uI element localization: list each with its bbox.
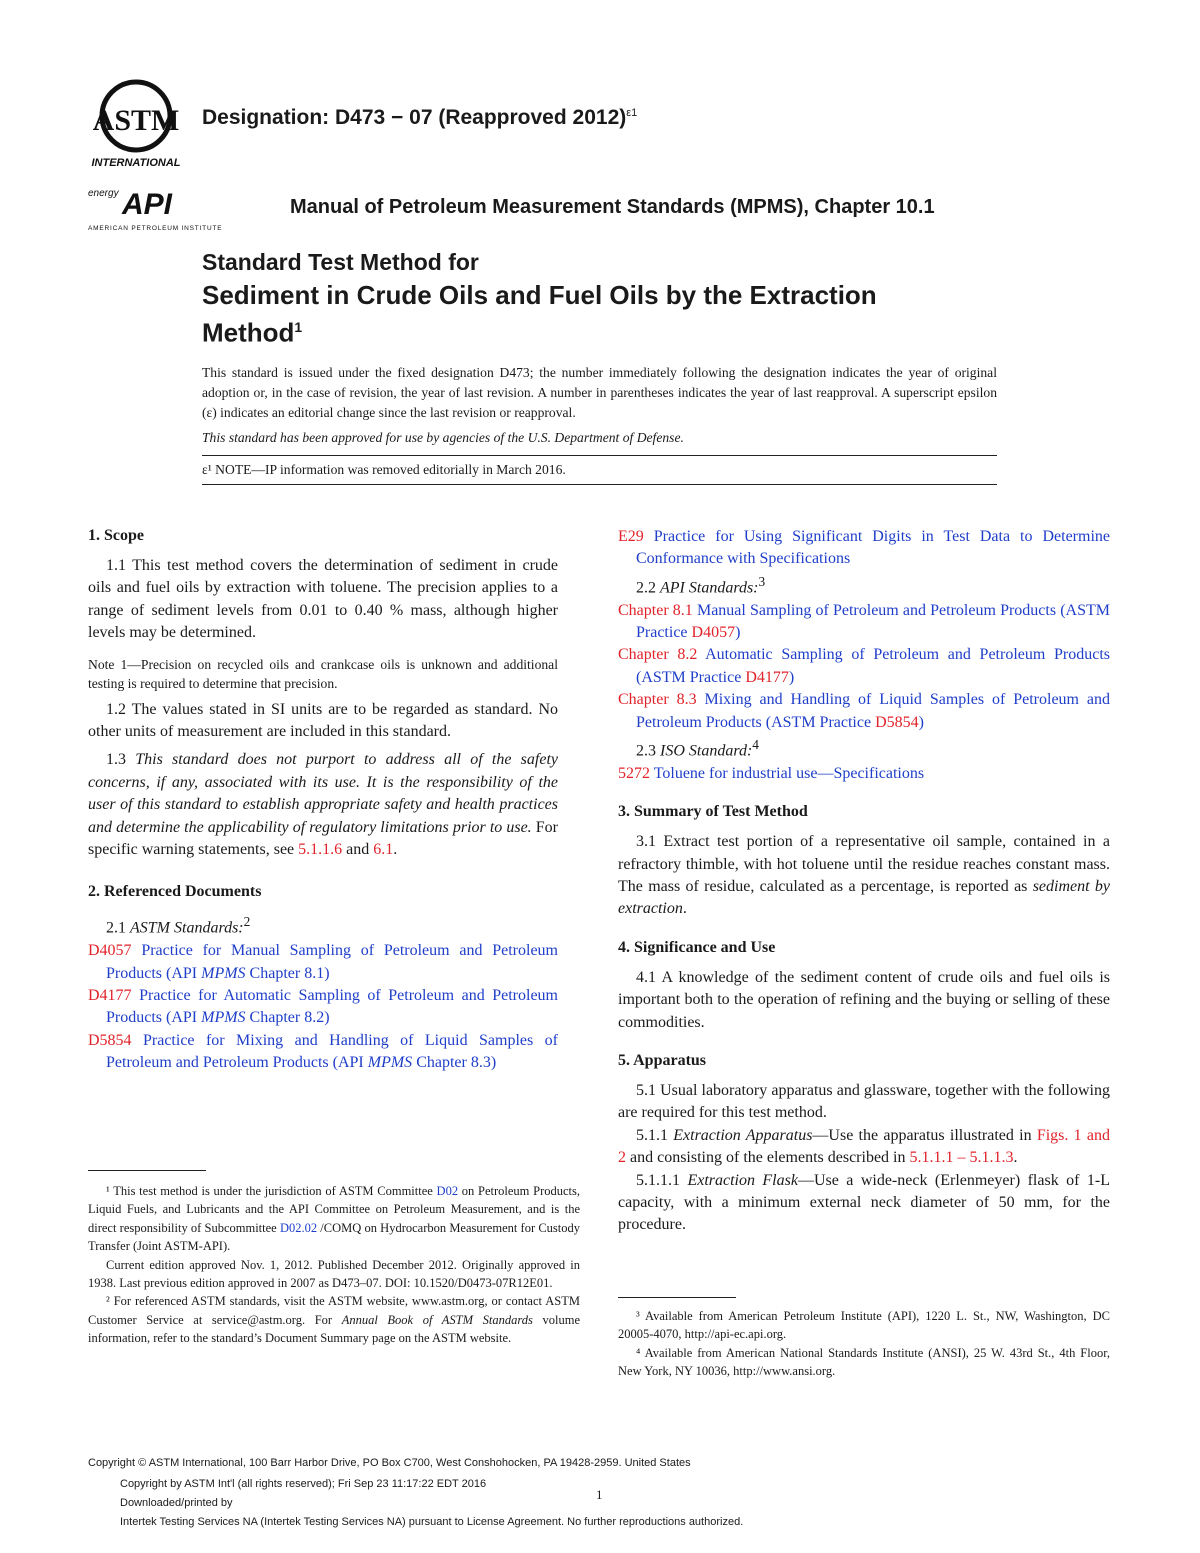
dod-approval: This standard has been approved for use by agencies of the U.S. Department of Defense. bbox=[202, 430, 684, 445]
footnote-2: ² For referenced ASTM standards, visit the ASTM website, www.astm.org, or contact ASTM Customer Service at service@astm.org. For Annual Book of ASTM Standards volume information, refer to the standard’s Document Summary page on the ASTM website. bbox=[88, 1294, 581, 1346]
footnote-1-edition: Current edition approved Nov. 1, 2012. Published December 2012. Originally approved in 1938. Last previous edition approved in 2007 as D473–07. DOI: 10.1520/D0473-07R12E01. bbox=[88, 1257, 580, 1291]
api-logo bbox=[86, 180, 223, 232]
left-column bbox=[88, 525, 558, 1075]
section-heading: 4. Significance and Use bbox=[618, 938, 776, 956]
para-1-3: 1.3 This standard does not purport to address all of the safety concerns, if any, associated with its use. It is the responsibility of the user of this standard to establish appropriate safety and health practices and determine the applicability of regulatory limitations prior to use. For specific warning statements, see 5.1.1.6 and 6.1. bbox=[88, 751, 559, 859]
designation: Designation: D473 − 07 (Reapproved 2012)$^{\varepsilon 1}$ bbox=[202, 106, 638, 129]
para-2-1: 2.1 ASTM Standards:$^2$ bbox=[106, 914, 251, 937]
figs-link[interactable]: Figs. 1 and 2 bbox=[618, 1126, 1110, 1167]
para-2-3: 2.3 ISO Standard:$^4$ bbox=[636, 736, 759, 760]
astm-logo bbox=[86, 78, 191, 170]
chapter-link[interactable]: Chapter 8.1 bbox=[618, 601, 693, 619]
iso-ref-item: 5272 Toluene for industrial use—Specifications bbox=[618, 764, 925, 782]
ref-item: D4177 Practice for Automatic Sampling of Petroleum and Petroleum Products (API MPMS Chapter 8.2) bbox=[88, 987, 558, 1027]
downloaded-by: Downloaded/printed by bbox=[120, 1497, 233, 1509]
para-5-1: 5.1 Usual laboratory apparatus and glassware, together with the following are required for this test method. bbox=[618, 1081, 1110, 1122]
link-d02[interactable]: D02 bbox=[436, 1184, 459, 1198]
copyright-line: Copyright © ASTM International, 100 Barr Harbor Drive, PO Box C700, West Conshohocken, PA 19428-2959. United States bbox=[88, 1457, 691, 1469]
title-line1: Standard Test Method for bbox=[202, 249, 479, 275]
preamble: This standard is issued under the fixed designation D473; the number immediately following the designation indicates the year of original adoption or, in the case of revision, the year of last revision. A number in parentheses indicates the year of last reapproval. A superscript epsilon (ε) indicates an editorial change since the last revision or reapproval. bbox=[202, 365, 997, 420]
ref-code-link[interactable]: D4057 bbox=[88, 942, 132, 960]
footnote-1: ¹ This test method is under the jurisdiction of ASTM Committee D02 on Petroleum Products, Liquid Fuels, and Lubricants and the API Committee on Petroleum Measurement, and is the direct responsibility of Subcommittee D02.02 /COMQ on Hydrocarbon Measurement for Custody Transfer (Joint ASTM-API). bbox=[88, 1184, 580, 1254]
ref-code-link[interactable]: 5272 bbox=[618, 764, 650, 782]
para-5-1-1-1: 5.1.1.1 Extraction Flask—Use a wide-neck (Erlenmeyer) flask of 1-L capacity, with a minimum external neck diameter of 50 mm, for the procedure. bbox=[618, 1171, 1110, 1234]
footnote-4: ⁴ Available from American National Standards Institute (ANSI), 25 W. 43rd St., 4th Floor, New York, NY 10036, http://www.ansi.org. bbox=[618, 1345, 1110, 1379]
ref-code-link[interactable]: D5854 bbox=[88, 1031, 132, 1049]
right-footnotes bbox=[618, 1307, 1110, 1381]
section-range-link[interactable]: 5.1.1.1 – 5.1.1.3 bbox=[909, 1149, 1014, 1167]
section-heading: 1. Scope bbox=[88, 527, 144, 544]
para-5-1-1: 5.1.1 Extraction Apparatus—Use the apparatus illustrated in Figs. 1 and 2 and consisting of the elements described in 5.1.1.1 – 5.1.1.3. bbox=[618, 1126, 1110, 1167]
chapter-link[interactable]: Chapter 8.3 bbox=[618, 691, 697, 709]
copyright-notice: Copyright by ASTM Int'l (all rights reserved); Fri Sep 23 11:17:22 EDT 2016 bbox=[120, 1478, 487, 1490]
title-line2: Sediment in Crude Oils and Fuel Oils by the Extraction Method$^1$ bbox=[202, 280, 877, 348]
ref-link[interactable]: D5854 bbox=[875, 713, 919, 731]
logo-api-text: API bbox=[122, 188, 173, 221]
footnote-3: ³ Available from American Petroleum Institute (API), 1220 L. St., NW, Washington, DC 20005-4070, http://api-ec.api.org. bbox=[618, 1309, 1110, 1342]
license-line: Intertek Testing Services NA (Intertek Testing Services NA) pursuant to License Agreement. No further reproductions authorized. bbox=[120, 1516, 744, 1528]
para-3-1: 3.1 Extract test portion of a representative oil sample, contained in a refractory thimble, with hot toluene until the residue reaches constant mass. The mass of residue, calculated as a percentage, is reported as sediment by extraction. bbox=[618, 833, 1110, 918]
title-footnote-mark: 1 bbox=[294, 319, 303, 335]
note-1: Note 1—Precision on recycled oils and crankcase oils is unknown and additional testing is required to determine that precision. bbox=[88, 656, 558, 691]
divider bbox=[202, 484, 997, 485]
epsilon-note: ε¹ NOTE—IP information was removed editorially in March 2016. bbox=[202, 462, 566, 477]
designation-sup: ε1 bbox=[626, 107, 638, 119]
logo-astm-sub: INTERNATIONAL bbox=[91, 157, 181, 169]
api-ref-item: Chapter 8.3 Mixing and Handling of Liquid Samples of Petroleum and Petroleum Products (ASTM Practice D5854) bbox=[618, 691, 1111, 731]
para-1-1: 1.1 This test method covers the determination of sediment in crude oils and fuel oils by extraction with toluene. The precision applies to a range of sediment levels from 0.01 to 0.40 % mass, although higher levels may be determined. bbox=[88, 557, 558, 642]
logo-api-energy: energy bbox=[88, 188, 119, 199]
logo-astm-text: ASTM bbox=[92, 104, 180, 137]
para-1-2: 1.2 The values stated in SI units are to be regarded as standard. No other units of measurement are included in this standard. bbox=[88, 700, 558, 741]
ref-link[interactable]: D4057 bbox=[691, 623, 736, 641]
ref-item: E29 Practice for Using Significant Digits in Test Data to Determine Conformance with Specifications bbox=[618, 528, 1110, 568]
right-column bbox=[618, 526, 1110, 1237]
section-heading: 3. Summary of Test Method bbox=[618, 803, 808, 821]
ref-code-link[interactable]: D4177 bbox=[88, 987, 132, 1005]
api-ref-item: Chapter 8.1 Manual Sampling of Petroleum and Petroleum Products (ASTM Practice D4057) bbox=[618, 601, 1111, 641]
link-d0202[interactable]: D02.02 bbox=[279, 1220, 318, 1235]
ref-item: D4057 Practice for Manual Sampling of Petroleum and Petroleum Products (API MPMS Chapter 8.1) bbox=[88, 942, 558, 982]
link-5-1-1-6[interactable]: 5.1.1.6 bbox=[298, 841, 343, 859]
mpms-chapter: Manual of Petroleum Measurement Standards (MPMS), Chapter 10.1 bbox=[290, 196, 935, 218]
ref-link[interactable]: D4177 bbox=[745, 668, 789, 686]
ref-item: D5854 Practice for Mixing and Handling of Liquid Samples of Petroleum and Petroleum Products (API MPMS Chapter 8.3) bbox=[88, 1031, 558, 1072]
logo-api-sub: AMERICAN PETROLEUM INSTITUTE bbox=[88, 225, 223, 232]
page-number: 1 bbox=[596, 1487, 603, 1502]
footnote-divider bbox=[88, 1170, 206, 1171]
section-heading: 5. Apparatus bbox=[618, 1051, 707, 1069]
ref-code-link[interactable]: E29 bbox=[618, 528, 644, 545]
chapter-link[interactable]: Chapter 8.2 bbox=[618, 646, 698, 664]
divider bbox=[202, 455, 997, 456]
para-4-1: 4.1 A knowledge of the sediment content of crude oils and fuel oils is important both to the operation of refining and the buying or selling of these commodities. bbox=[618, 968, 1110, 1031]
link-6-1[interactable]: 6.1 bbox=[373, 841, 394, 859]
section-heading: 2. Referenced Documents bbox=[88, 883, 262, 901]
footnote-divider bbox=[618, 1297, 736, 1298]
api-ref-item: Chapter 8.2 Automatic Sampling of Petroleum and Petroleum Products (ASTM Practice D4177) bbox=[618, 646, 1110, 686]
para-2-2: 2.2 API Standards:$^3$ bbox=[636, 573, 766, 597]
left-footnotes bbox=[88, 1182, 580, 1348]
